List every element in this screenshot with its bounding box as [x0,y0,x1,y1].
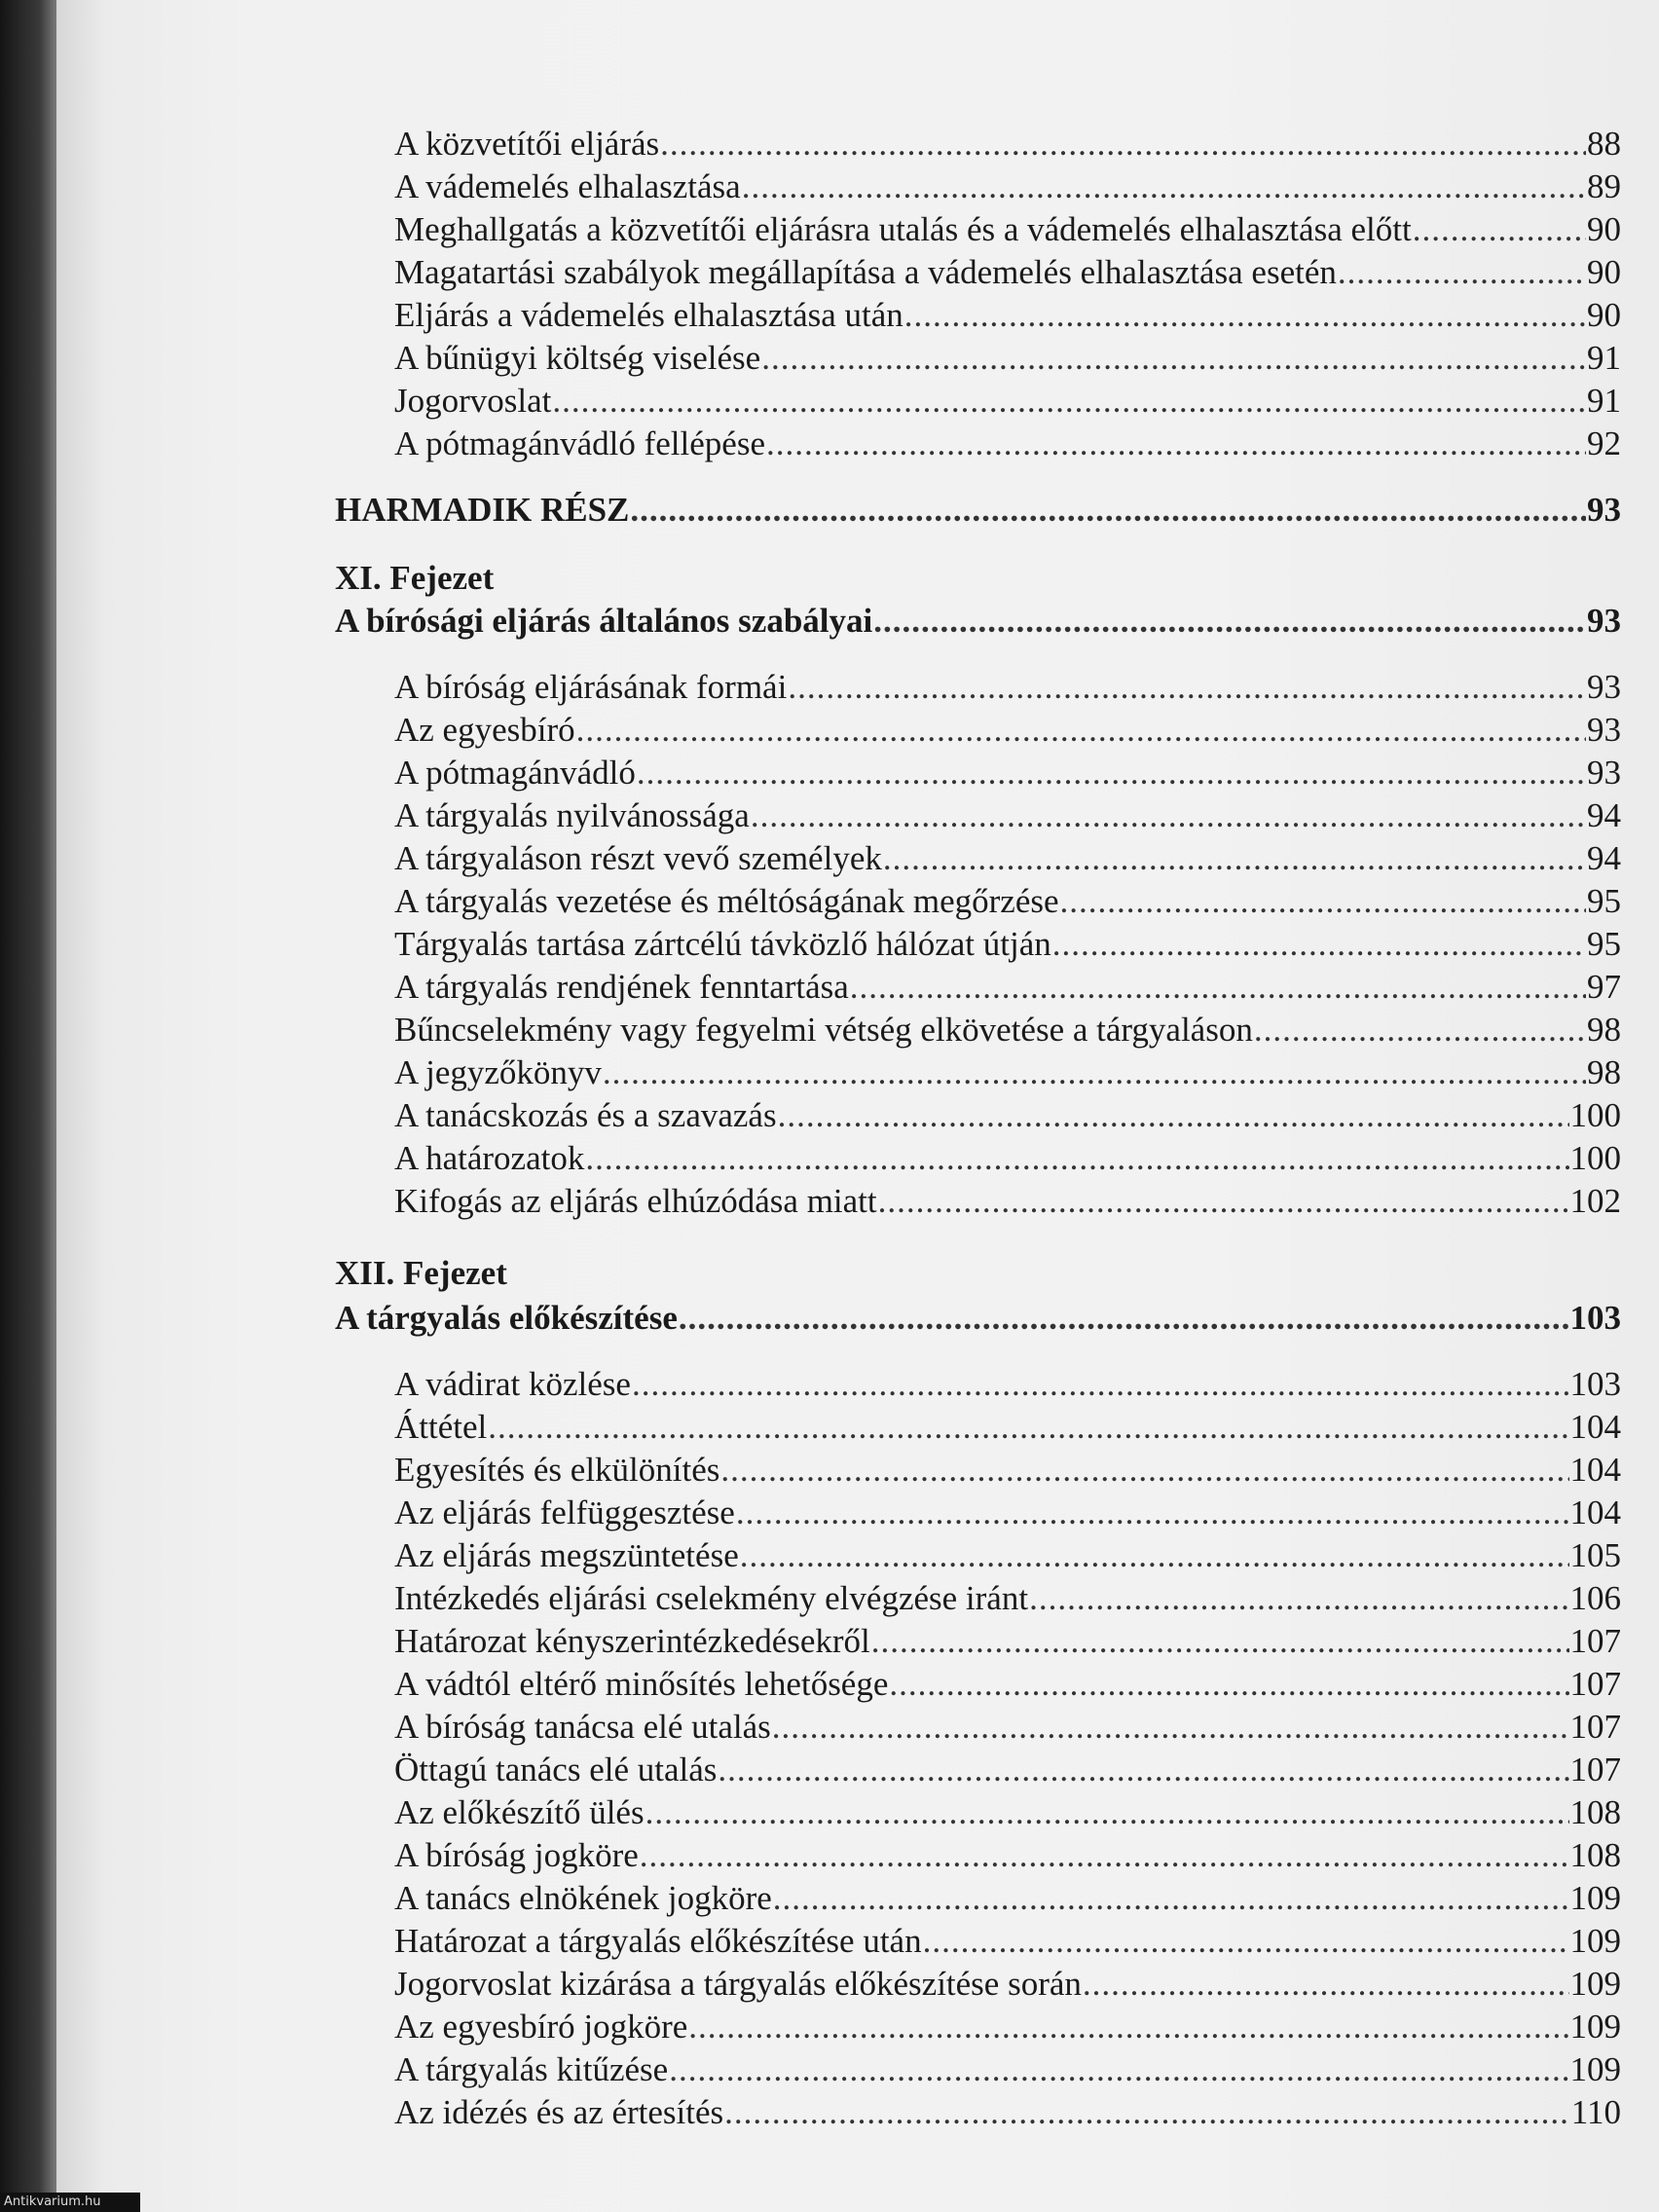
chapter-title: A tárgyalás előkészítése ..... 103 [335,1299,1621,1344]
toc-entry: A bűnügyi költség viselése ..... 91 [394,339,1621,382]
toc-entry: A tárgyalás vezetése és méltóságának megőrzése ..... 95 [394,882,1621,925]
toc-entry: A bíróság jogköre ..... 108 [394,1836,1621,1879]
book-spine-shadow [0,0,56,2212]
toc-entry: Magatartási szabályok megállapítása a vádemelés elhalasztása esetén ..... 90 [394,253,1621,296]
toc-entry: Határozat kényszerintézkedésekről ..... 107 [394,1622,1621,1665]
toc-entry: A határozatok ..... 100 [394,1139,1621,1182]
toc-entry: Határozat a tárgyalás előkészítése után ..... 109 [394,1922,1621,1965]
toc-entry: Intézkedés eljárási cselekmény elvégzése iránt ..... 106 [394,1579,1621,1622]
toc-entry: Jogorvoslat ..... 91 [394,382,1621,424]
chapter-number: XII. Fejezet [335,1254,507,1292]
chapter-title: A bírósági eljárás általános szabályai ..... 93 [335,602,1621,646]
toc-entry: A bíróság eljárásának formái ..... 93 [394,668,1621,711]
toc-entry: A pótmagánvádló ..... 93 [394,754,1621,796]
toc-entry: A közvetítői eljárás ..... 88 [394,125,1621,167]
toc-entry: A vádemelés elhalasztása ..... 89 [394,167,1621,210]
chapter-number: XI. Fejezet [335,559,495,597]
toc-entry: A vádtól eltérő minősítés lehetősége ..... 107 [394,1665,1621,1708]
toc-entry: Áttétel ..... 104 [394,1408,1621,1451]
toc-entry: A tárgyalás kitűzése ..... 109 [394,2050,1621,2093]
toc-entry: Eljárás a vádemelés elhalasztása után ..... 90 [394,296,1621,339]
toc-entry: Jogorvoslat kizárása a tárgyalás előkészítése során ..... 109 [394,1965,1621,2008]
toc-entry: A jegyzőkönyv ..... 98 [394,1053,1621,1096]
toc-entry: Az egyesbíró ..... 93 [394,711,1621,754]
toc-entry: A tanács elnökének jogköre ..... 109 [394,1879,1621,1922]
toc-entry: Az idézés és az értesítés ..... 110 [394,2093,1621,2136]
toc-entry: Az előkészítő ülés ..... 108 [394,1793,1621,1836]
toc-entry: Az eljárás megszüntetése ..... 105 [394,1536,1621,1579]
toc-entry: A tanácskozás és a szavazás ..... 100 [394,1096,1621,1139]
toc-entry: A tárgyaláson részt vevő személyek ..... 94 [394,839,1621,882]
toc-entry: Bűncselekmény vagy fegyelmi vétség elkövetése a tárgyaláson ..... 98 [394,1011,1621,1053]
toc-entry: Az egyesbíró jogköre ..... 109 [394,2008,1621,2050]
toc-entry: A vádirat közlése ..... 103 [394,1365,1621,1408]
toc-entry: Öttagú tanács elé utalás ..... 107 [394,1751,1621,1793]
toc-entry: Kifogás az eljárás elhúzódása miatt ..... 102 [394,1182,1621,1225]
toc-entry: A tárgyalás nyilvánossága ..... 94 [394,796,1621,839]
part-heading: HARMADIK RÉSZ ..... 93 [335,491,1621,539]
toc-entry: A pótmagánvádló fellépése ..... 92 [394,424,1621,467]
toc-entry: A bíróság tanácsa elé utalás ..... 107 [394,1708,1621,1751]
toc-entry: Meghallgatás a közvetítői eljárásra utalás és a vádemelés elhalasztása előtt ..... 90 [394,210,1621,253]
watermark: Antikvarium.hu [0,2193,140,2212]
toc-entry: A tárgyalás rendjének fenntartása ..... 97 [394,968,1621,1011]
toc-entry: Az eljárás felfüggesztése ..... 104 [394,1493,1621,1536]
toc-entry: Tárgyalás tartása zártcélú távközlő hálózat útján ..... 95 [394,925,1621,968]
toc-entry: Egyesítés és elkülönítés ..... 104 [394,1451,1621,1493]
